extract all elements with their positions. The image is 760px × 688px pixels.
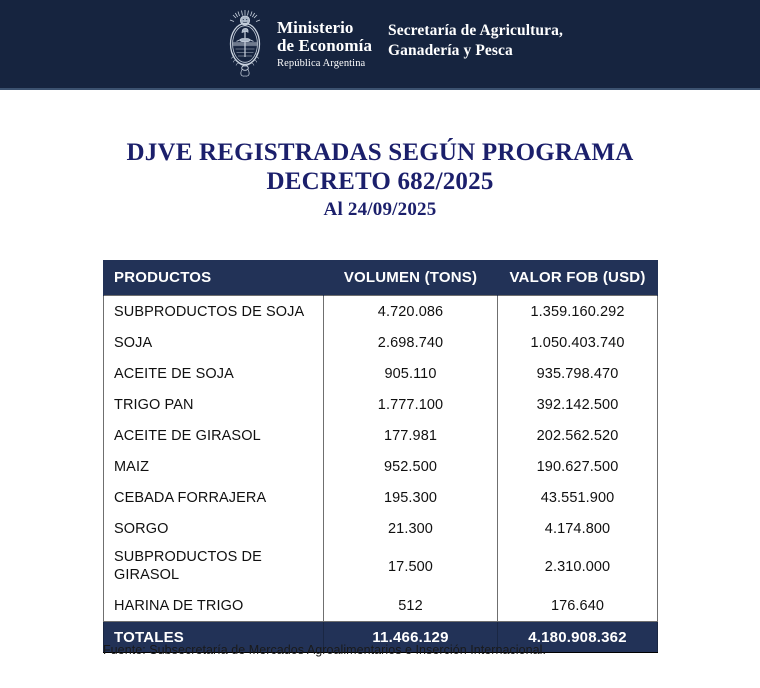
totals-valor: 4.180.908.362 xyxy=(498,622,658,653)
cell-producto: SUBPRODUCTOS DE SOJA xyxy=(104,296,324,328)
totals-label: TOTALES xyxy=(104,622,324,653)
column-header-productos: PRODUCTOS xyxy=(104,260,324,296)
table-row xyxy=(104,358,658,389)
cell-valor: 4.174.800 xyxy=(498,513,658,544)
table-header xyxy=(104,260,658,296)
cell-volumen: 4.720.086 xyxy=(324,296,498,328)
column-header-valor-fob: VALOR FOB (USD) xyxy=(498,260,658,296)
totals-volumen: 11.466.129 xyxy=(324,622,498,653)
argentina-coat-of-arms-icon xyxy=(222,9,268,79)
title-line-3: Al 24/09/2025 xyxy=(323,199,437,220)
ministry-line-1: Ministerio xyxy=(277,17,354,37)
table-row xyxy=(104,420,658,451)
ministry-brand xyxy=(222,8,372,80)
site-header-bar xyxy=(0,0,760,90)
cell-producto: ACEITE DE GIRASOL xyxy=(104,420,324,451)
cell-volumen: 17.500 xyxy=(324,544,498,590)
secretariat-line-2: Ganadería y Pesca xyxy=(388,41,513,59)
table-row xyxy=(104,590,658,622)
cell-volumen: 1.777.100 xyxy=(324,389,498,420)
cell-producto: ACEITE DE SOJA xyxy=(104,358,324,389)
cell-producto: SOJA xyxy=(104,327,324,358)
cell-producto xyxy=(104,544,324,590)
cell-producto: TRIGO PAN xyxy=(104,389,324,420)
cell-volumen: 21.300 xyxy=(324,513,498,544)
cell-volumen: 952.500 xyxy=(324,451,498,482)
djve-table xyxy=(103,260,658,653)
cell-valor: 392.142.500 xyxy=(498,389,658,420)
page-title xyxy=(0,139,760,223)
cell-volumen: 512 xyxy=(324,590,498,622)
cell-volumen: 195.300 xyxy=(324,482,498,513)
cell-valor: 1.359.160.292 xyxy=(498,296,658,328)
table-row xyxy=(104,451,658,482)
cell-producto: CEBADA FORRAJERA xyxy=(104,482,324,513)
source-note: Fuente: Subsecretaría de Mercados Agroalimentarios e Inserción Internacional. xyxy=(103,643,546,657)
ministry-line-2: de Economía xyxy=(277,35,373,55)
ministry-wordmark xyxy=(277,19,372,70)
table-body xyxy=(104,296,658,622)
secretariat-line-1: Secretaría de Agricultura, xyxy=(388,22,563,39)
column-header-volumen: VOLUMEN (TONS) xyxy=(324,260,498,296)
table-row xyxy=(104,544,658,590)
table-row xyxy=(104,482,658,513)
table-header-row xyxy=(104,260,658,296)
cell-valor: 935.798.470 xyxy=(498,358,658,389)
cell-volumen: 2.698.740 xyxy=(324,327,498,358)
title-line-2: DECRETO 682/2025 xyxy=(266,167,494,195)
cell-valor: 43.551.900 xyxy=(498,482,658,513)
title-line-1: DJVE REGISTRADAS SEGÚN PROGRAMA xyxy=(126,139,634,166)
ministry-line-3: República Argentina xyxy=(277,58,366,70)
table-row xyxy=(104,513,658,544)
table-row xyxy=(104,327,658,358)
cell-volumen: 177.981 xyxy=(324,420,498,451)
cell-valor: 176.640 xyxy=(498,590,658,622)
cell-valor: 202.562.520 xyxy=(498,420,658,451)
cell-producto-text: SUBPRODUCTOS DE GIRASOL xyxy=(114,549,262,583)
cell-producto: HARINA DE TRIGO xyxy=(104,590,324,622)
djve-table-container xyxy=(103,260,657,653)
table-row xyxy=(104,389,658,420)
cell-valor: 1.050.403.740 xyxy=(498,327,658,358)
cell-producto: MAIZ xyxy=(104,451,324,482)
table-row xyxy=(104,296,658,328)
cell-valor: 2.310.000 xyxy=(498,544,658,590)
cell-valor: 190.627.500 xyxy=(498,451,658,482)
secretariat-wordmark xyxy=(388,21,563,61)
cell-producto: SORGO xyxy=(104,513,324,544)
cell-volumen: 905.110 xyxy=(324,358,498,389)
